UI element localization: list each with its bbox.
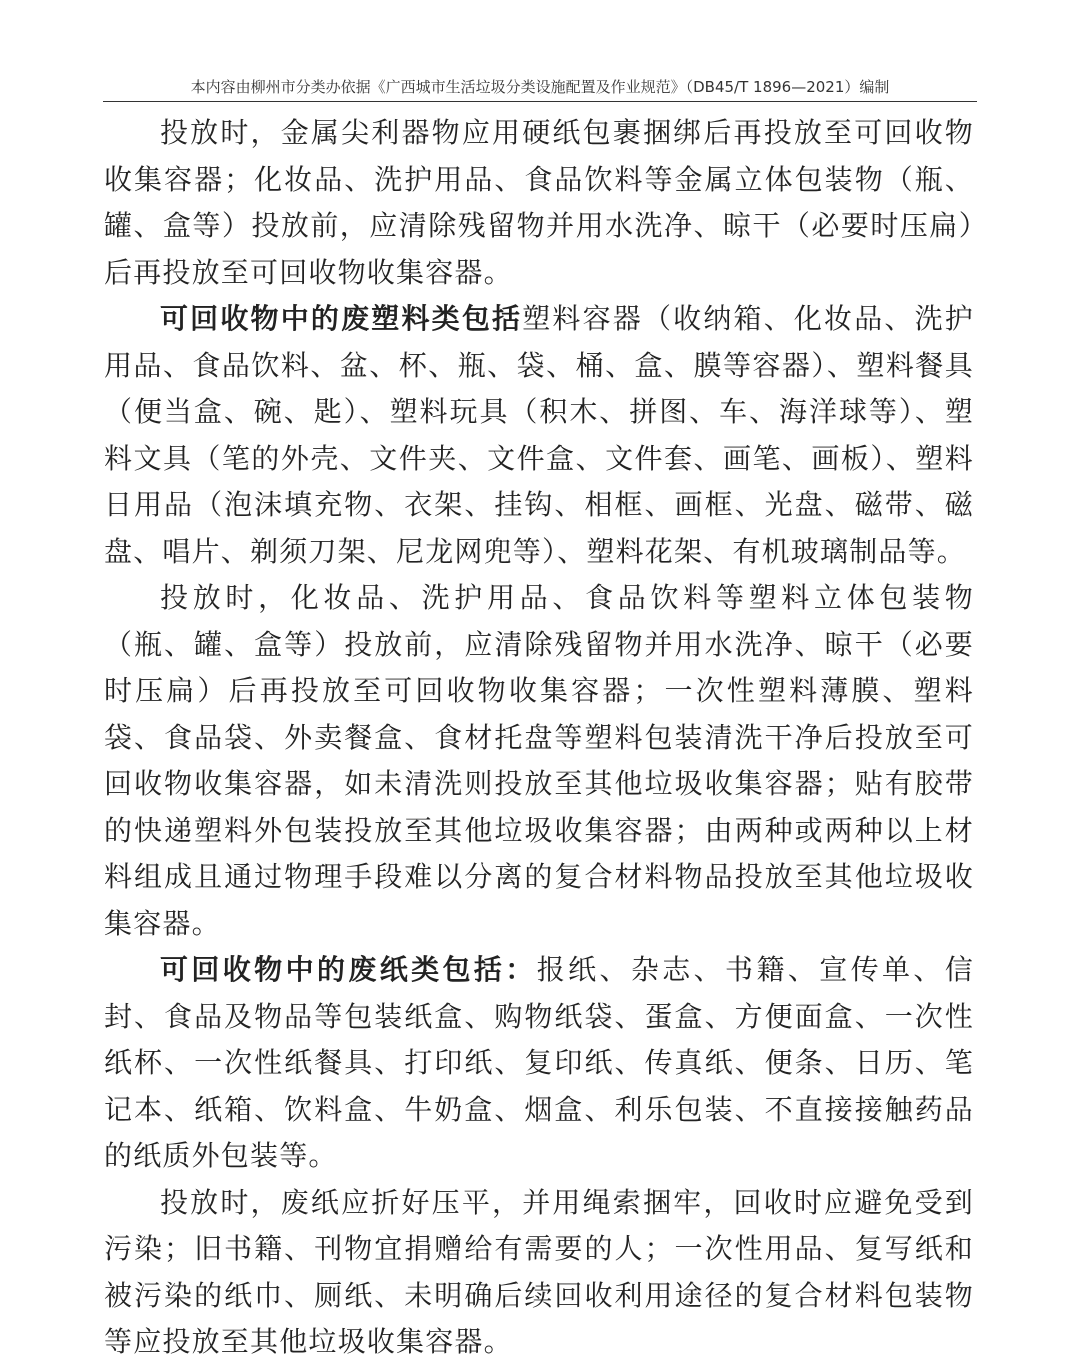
paragraph-text: 塑料容器（收纳箱、化妆品、洗护用品、食品饮料、盆、杯、瓶、袋、桶、盒、膜等容器）、塑料餐具（便当盒、碗、匙）、塑料玩具（积木、拼图、车、海洋球等）、塑料文具（笔的外壳、文件夹、文件盒、文件套、画笔、画板）、塑料日用品（泡沫填充物、衣架、挂钩、相框、画框、光盘、磁带、磁盘、唱片、剃须刀架、尼龙网兜等）、塑料花架、有机玻璃制品等。 bbox=[104, 302, 974, 568]
paragraph-paper-disposal bbox=[104, 1180, 974, 1366]
paragraph-plastic-disposal bbox=[104, 575, 974, 947]
paragraph-text: 投放时，废纸应折好压平，并用绳索捆牢，回收时应避免受到污染；旧书籍、刊物宜捐赠给有需要的人；一次性用品、复写纸和被污染的纸巾、厕纸、未明确后续回收利用途径的复合材料包装物等应投放至其他垃圾收集容器。 bbox=[104, 1185, 974, 1358]
page-header: 本内容由柳州市分类办依据《广西城市生活垃圾分类设施配置及作业规范》（DB45/T 1896—2021）编制 bbox=[190, 78, 890, 96]
paragraph-text: 投放时，金属尖利器物应用硬纸包裹捆绑后再投放至可回收物收集容器；化妆品、洗护用品、食品饮料等金属立体包装物（瓶、罐、盒等）投放前，应清除残留物并用水洗净、晾干（必要时压扁）后再投放至可回收物收集容器。 bbox=[104, 116, 974, 289]
paragraph-text: 投放时，化妆品、洗护用品、食品饮料等塑料立体包装物（瓶、罐、盒等）投放前，应清除残留物并用水洗净、晾干（必要时压扁）后再投放至可回收物收集容器；一次性塑料薄膜、塑料袋、食品袋、外卖餐盒、食材托盘等塑料包装清洗干净后投放至可回收物收集容器，如未清洗则投放至其他垃圾收集容器；贴有胶带的快递塑料外包装投放至其他垃圾收集容器；由两种或两种以上材料组成且通过物理手段难以分离的复合材料物品投放至其他垃圾收集容器。 bbox=[104, 581, 974, 940]
header-rule bbox=[103, 101, 977, 102]
paragraph-lead: 可回收物中的废塑料类包括 bbox=[160, 302, 523, 335]
paragraph-paper-items bbox=[104, 947, 974, 1180]
paragraph-metal-disposal bbox=[104, 110, 974, 296]
paragraph-lead: 可回收物中的废纸类包括： bbox=[160, 953, 537, 986]
paragraph-text: 报纸、杂志、书籍、宣传单、信封、食品及物品等包装纸盒、购物纸袋、蛋盒、方便面盒、一次性纸杯、一次性纸餐具、打印纸、复印纸、传真纸、便条、日历、笔记本、纸箱、饮料盒、牛奶盒、烟盒、利乐包装、不直接接触药品的纸质外包装等。 bbox=[104, 953, 974, 1172]
document-body bbox=[104, 110, 974, 1366]
paragraph-plastic-items bbox=[104, 296, 974, 575]
